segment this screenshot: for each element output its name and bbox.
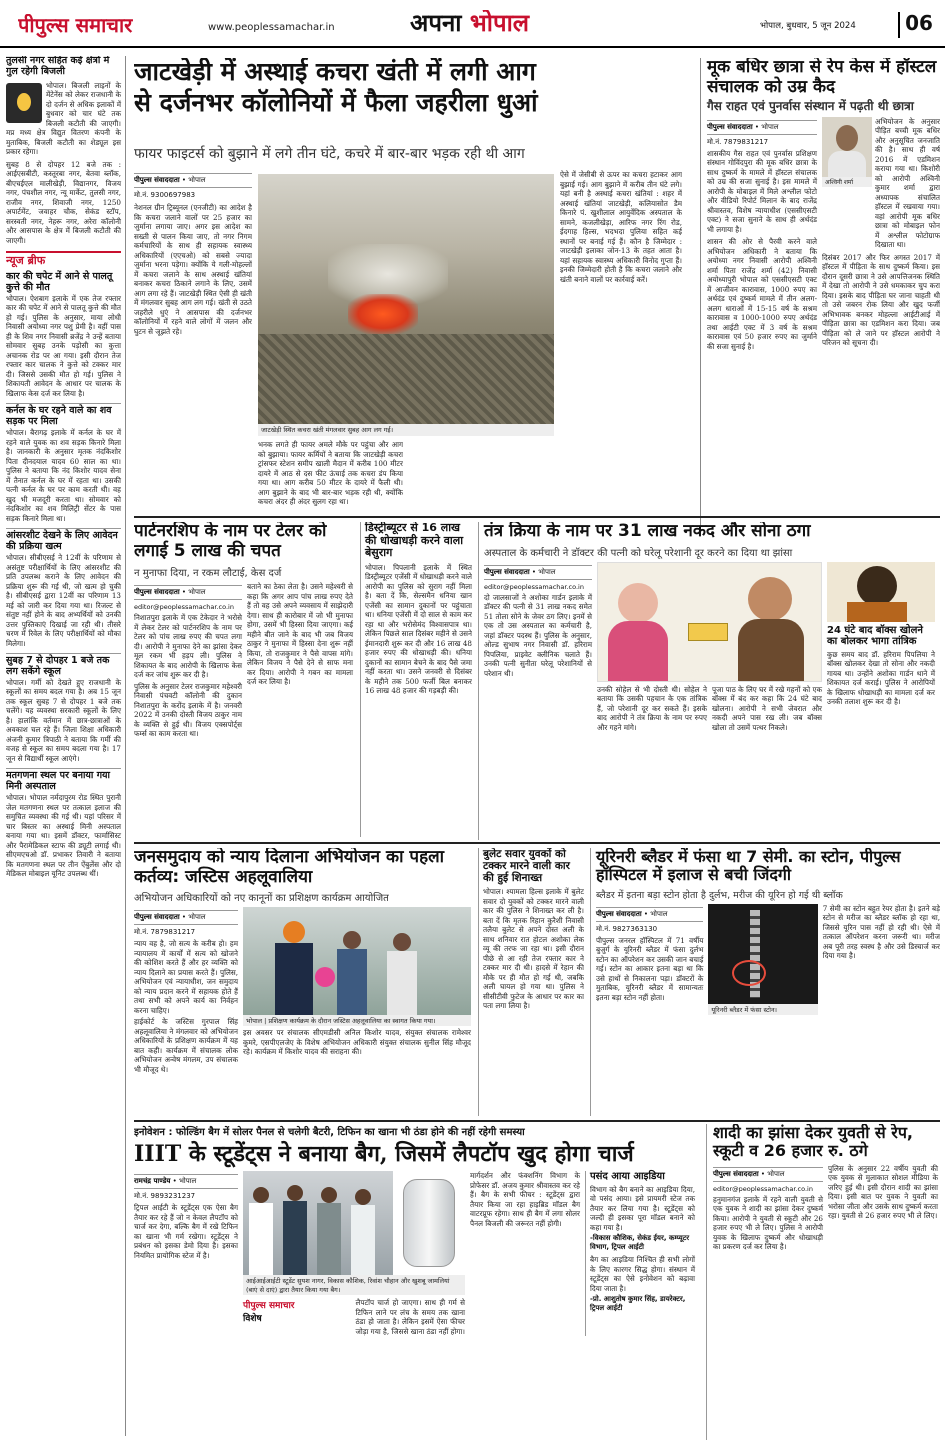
lead-byline: पीपुल्स संवाददाता • भोपाल: [134, 173, 252, 188]
justice-story: [134, 848, 472, 1116]
justice-text3: इस अवसर पर संचालक सीएमडीसी अनिल किशोर यादव, संयुक्त संचालक रामेश्वर कुमरे, एसपीएलजेए के विशेष अभियोजन अधिकारी संयुक्त संचालक सुनील सिंह मौजूद रहे। कार्यक्रम में किशोर यादव की सराहना की।: [243, 1028, 471, 1057]
right-top-byline: पीपुल्स संवाददाता • भोपाल: [707, 120, 817, 135]
justice-subhead: अभियोजन अधिकारियों को नए कानूनों का प्रशिक्षण कार्यक्रम आयोजित: [134, 893, 389, 905]
tantra-text1: दो जालसाजों ने अशोका गार्डन इलाके में डॉक्टर की पत्नी से 31 लाख नकद समेत 51 तोला सोने के जेवर ठग लिए। इनमें से एक तो उस अस्पताल का कर्मचारी है, जहां डॉक्टर पदस्थ हैं। पुलिस के अनुसार, ओल्ड सुभाष नगर निवासी डॉ. हरिराम पिपलिया, प्राइवेट क्लीनिक चलाते हैं। उनकी पत्नी सुनीता घरेलू परेशानियों से परेशान थी।: [484, 592, 592, 678]
tailor-text2: पुलिस के अनुसार टेलर राजकुमार महेश्वरी निवासी पंचवटी कॉलोनी की दुकान निशातपुरा के करोंद इलाके में है। जनवरी 2022 में उनकी दोस्ती विजय ठाकुर नाम के व्यक्ति से हुई थी। विजय एक्सपोर्ट्स फर्म्स का काम करता था।: [134, 681, 242, 739]
lead-photo-caption: जाटखेड़ी स्थित कचरा खंती मंगलवार सुबह आग लग गई।: [258, 424, 554, 436]
wedding-story: [706, 1124, 940, 1440]
brief5-title: मतगणना स्थल पर बनाया गया मिनी अस्पताल: [6, 768, 121, 793]
iiit-text1: ट्रिपल आईटी के स्टूडेंट्स एक ऐसा बैग तैयार कर रहे हैं जो न केवल लैपटॉप को चार्ज कर देगा, बल्कि बैग में रखे टिफिन का खाना भी गर्म रखेगा। स्टूडेंट्स ने प्रबंधन को इसका डेमो दिया है। इसका नियमित प्रायोगिक स्टेज में है।: [134, 1203, 238, 1260]
wedding-byline: पीपुल्स संवाददाता • भोपाल: [713, 1167, 823, 1182]
right-top-text1: शासकीय गैस राहत एवं पुनर्वास प्रशिक्षण संस्थान गोविंदपुरा की मूक बधिर छात्रा के साथ दुष्कर्म के मामले में हॉस्टल संचालक को उम्र की सजा सुनाई है। इस मामले में आरोपी के मोबाइल में मिले अश्लील फोटो और वीडियो रिपोर्ट मिलान के बाद राजेंद्र श्रीवास्तव, विशेष न्यायाधीश (एससीएसटी एक्ट) ने सजा सुनाने के साथ ही अर्थदंड भी लगाया है।: [707, 148, 817, 234]
lead-headline: [134, 58, 694, 142]
brief4-title: सुबह 7 से दोपहर 1 बजे तक लग सकेंगे स्कूल: [6, 653, 121, 678]
bullet-text: भोपाल। श्यामला हिल्स इलाके में बुलेट सवार दो युवकों को टक्कर मारने वाली कार की पुलिस ने शिनाख्त कर ली है। बता दें कि मृतक रिहान कुरैशी निवासी तलैया बुलेट से अपने दोस्त अली के साथ शनिवार रात होटल अशोका लेक व्यू की तरफ जा रहा था। इसी दौरान पीछे से आ रही तेज रफ्तार कार ने टक्कर मार दी थी। हादसे में रेहान की मौके पर ही मौत हो गई थी, जबकि अली घायल हो गया था। पुलिस ने सीसीटीवी फुटेज के आधार पर कार का पता लगा लिया है।: [483, 887, 584, 1011]
justice-text2: हाईकोर्ट के जस्टिस गुरपाल सिंह अहलूवालिया ने मंगलवार को अभियोजन अधिकारियों के प्रशिक्षण कार्यक्रम में यह बात कही। कार्यक्रम में संचालक लोक अभियोजन अन्वेष मंगलम, उप संचालक भी मौजूद थे।: [134, 1017, 238, 1074]
lead-col2-text: भनक लगते ही फायर अमले मौके पर पहुंचा और आग को बुझाया। फायर कर्मियों ने बताया कि जाटखेड़ी कचरा ट्रांसफर स्टेशन समीप खाली मैदान में करीब 100 मीटर दायरे में आठ से दस फीट ऊंचाई तक कचरा डंप किया गया था। आग करीब 50 मीटर के दायरे में फैली थी। आग बुझाने के बाद भी बार-बार भड़क रही थी, क्योंकि कचरा अंदर ही अंदर सुलग रहा था।: [258, 440, 403, 506]
paper-name: पीपुल्स समाचार: [18, 14, 133, 37]
justice-photo: [243, 907, 471, 1015]
right-top-story: [700, 58, 940, 528]
paper-tagline: [8, 4, 148, 14]
iiit-photo: [243, 1171, 465, 1275]
tantra-illustration: [597, 562, 822, 682]
backpack-icon: [393, 1171, 465, 1275]
right-top-mobile: मो.नं. 7879831217: [707, 137, 769, 146]
iiit-byline: रामचंद्र पाण्डेय • भोपाल: [134, 1174, 238, 1189]
wedding-headline: शादी का झांसा देकर युवती से रेप, स्कूटी व 26 हजार रु. ठगे: [713, 1124, 914, 1161]
brief-intro-title: तुलसी नगर सहित कई क्षेत्रों में गुल रहेगी बिजली: [6, 56, 110, 77]
lead-col1-text: नेशनल ग्रीन ट्रिब्यूनल (एनजीटी) का आदेश है कि कचरा जलाने वालों पर 25 हजार का जुर्माना लगाया जाए। अगर इस आदेश का सख्ती से पालन किया जाए, तो नगर निगम कर्मचारियों के साथ ही सहायक स्वास्थ्य अधिकारियों (एएचओ) को सबसे ज्यादा जुर्माना भरना पड़ेगा। क्योंकि ये गली-मोहल्लों में कचरा जलाने के साथ अस्थाई खंतियां बनाकर कचरा ठिकाने लगाने के लिए, उसमें आग लगा रहे हैं। जाटखेड़ी स्थित ऐसी ही खंती में मंगलवार सुबह आग लग गई। खंती से उठते जहरीले धुएं ने आसपास की दर्जनभर कॉलोनियों में रहने वाले लोगों में जलन और घुटन से जूझते रहे।: [134, 203, 252, 336]
accused-photo: [822, 117, 872, 177]
fire-icon: [348, 294, 418, 334]
page-number: 06: [898, 12, 938, 38]
justice-photo-caption: भोपाल | प्रशिक्षण कार्यक्रम के दौरान जस्टिस अहलूवालिया का स्वागत किया गया।: [243, 1015, 471, 1026]
brief1-title: कार की चपेट में आने से पालतू कुत्ते की मौत: [6, 270, 113, 293]
turban-shape: [283, 921, 305, 943]
tantra-text3: पूजा पाठ के लिए घर में रखे गहनों को एक बॉक्स में बंद कर कहा कि 24 घंटे बाद खोलना। आरोपी ने सभी जेवरात और नकदी अपने पास रख ली। जब बॉक्स खोला तो उसमें पत्थर निकले।: [712, 684, 822, 732]
divider: [134, 842, 940, 844]
justice-byline: पीपुल्स संवाददाता • भोपाल: [134, 910, 238, 925]
lead-headline-line1: जाटखेड़ी में अस्थाई कचरा खंती में लगी आग: [134, 58, 536, 86]
lead-col2: [258, 440, 403, 512]
tailor-subhead: न मुनाफा दिया, न रकम लौटाई, केस दर्ज: [134, 568, 282, 580]
justice-text1: न्याय वह है, जो सत्य के करीब हो। हम न्यायालय में कार्यों में सत्य को खोजने की कोशिश करते हैं और हर व्यक्ति को न्याय दिलाने का प्रयास करते हैं। पुलिस, अभियोजन एवं न्यायाधीश, जन समुदाय को न्याय प्रदान करने में सहायक होते हैं तथा सभी को अपने कार्य का निर्वहन करना चाहिए।: [134, 939, 238, 1015]
wedding-text1: हनुमानगंज इलाके में रहने वाली युवती से एक युवक ने शादी का झांसा देकर दुष्कर्म किया। आरोपी ने युवती से स्कूटी और 26 हजार रुपए भी ले लिए। पुलिस ने आरोपी युवक के खिलाफ दुष्कर्म और धोखाधड़ी का प्रकरण दर्ज कर लिया है।: [713, 1194, 823, 1252]
brief3-text: भोपाल। सीबीएसई ने 12वीं के परिणाम से असंतुष्ट परीक्षार्थियों के लिए आंसरशीट की प्रति उपलब्ध कराने के लिए आवेदन की प्रक्रिया शुरू की गई थी, जो खत्म हो चुकी है। सीबीएसई द्वारा 12वीं का परिणाम 13 मई को जारी कर दिया गया था। रिजल्ट से संतुष्ट नहीं होने के बाद अभ्यर्थियों को उनकी उत्तर पुस्तिकाएं दिखाई जा रही थी। तीसरे चरण में रिवेल के लिए परीक्षार्थियों को मौका मिलेगा।: [6, 553, 121, 648]
right-top-text4: दिसंबर 2017 और फिर अगस्त 2017 में हॉस्टल में पीड़िता के साथ दुष्कर्म किया। इस दौरान दूसरी छात्रा ने उसे आपत्तिजनक स्थिति में देखा तो आरोपी ने उसे धमकाकर चुप करा दिया। इसके बाद पीड़िता घर जाना चाहती थी तो उसे जबरन रोक लिया और खुद फर्जी अभिभावक बनकर मोहल्ला आईटीआई में पीड़िता छात्रा का एडमिशन करा दिया। जब पीड़िता को ले जाने पर हॉस्टल आरोपी ने परिजन को सूचना दी।: [822, 252, 940, 348]
news-brief-label: न्यूज ब्रीफ: [6, 251, 121, 268]
tantra-story: [478, 522, 940, 840]
tantra-sidebar-title: 24 घंटे बाद बॉक्स खोलने का बोलकर भागा तांत्रिक: [827, 624, 923, 648]
brief1-text: भोपाल। ऐशबाग इलाके में एक तेज रफ्तार कार की चपेट में आने से पालतू कुत्ते की मौत हो गई। पुलिस के अनुसार, माया लोधी निवासी अयोध्या नगर पशु प्रेमी है। वहीं पास ही के शिव नगर निवासी ब्रजेंद्र ने उन्हें बताया सोमवार सुबह उनके पड़ोसी का कुत्ता अचानक रोड पर आ गया। इसी दौरान तेज रफ्तार कार चालक ने कुत्ते को टक्कर मार दी। जिससे उसकी मौत हो गई। पुलिस ने शिकायती आवेदन के आधार पर चालक के खिलाफ केस दर्ज कर लिया है।: [6, 293, 121, 398]
bullet-story: [478, 848, 584, 1116]
justice-headline: जनसमुदाय को न्याय दिलाना अभियोजन का पहला कर्तव्य: जस्टिस अहलूवालिया: [134, 848, 445, 887]
tailor-email: editor@peoplessamachar.co.in: [134, 603, 234, 612]
tantra-byline: पीपुल्स संवाददाता • भोपाल: [484, 565, 592, 580]
lead-headline-line2: से दर्जनभर कॉलोनियों में फैला जहरीला धुआं: [134, 87, 538, 117]
masthead: [0, 0, 945, 48]
bullet-headline: बुलेट सवार युवकों को टक्कर मारने वाली कार की हुई शिनाख्त: [483, 848, 570, 885]
stone-text1: पीपुल्स जनरल हॉस्पिटल में 71 वर्षीय बुजुर्ग के यूरिनरी ब्लैडर में फंसा दुर्लभ स्टोन का ऑपरेशन कर उसकी जान बचाई गई। स्टोन का आकार इतना बड़ा था कि उसे हाथों से निकालना पड़ा। डॉक्टरों के मुताबिक, यूरिनरी ब्लैडर में सामान्यतः इतना बड़ा स्टोन नहीं होता।: [596, 935, 704, 1002]
right-top-headline: मूक बधिर छात्रा से रेप केस में हॉस्टल संचालक को उम्र कैद: [707, 58, 937, 97]
bouquet-icon: [315, 967, 335, 987]
tantra-headline: तंत्र क्रिया के नाम पर 31 लाख नकद और सोना ठगा: [484, 522, 811, 541]
tailor-headline: पार्टनरशिप के नाम पर टेलर को लगाई 5 लाख की चपत: [134, 522, 327, 561]
left-column: [6, 56, 126, 1436]
stone-mobile: मो.नं. 9827363130: [596, 924, 658, 933]
brief5-text: भोपाल। भोपाल नर्मदापुरम रोड स्थित पुरानी जेल मतगणना स्थल पर तत्काल इलाज की समुचित व्यवस्था की गई थी। यहां परिसर में चार बिस्तर का अस्थाई मिनी अस्पताल बनाया गया था। इसमें डॉक्टर, फार्मासिस्ट और पैरामेडिकल स्टाफ की ड्यूटी लगाई थी। सीएमएचओ डॉ. प्रभाकर तिवारी ने बताया कि मतगणना स्थल पर तीन ऐंबुलेंस और दो मेडिकल मोबाइल यूनिट उपलब्ध थीं।: [6, 793, 121, 879]
brief2-title: कर्नल के घर रहने वाले का शव सड़क पर मिला: [6, 403, 121, 428]
distributor-story: [360, 522, 472, 837]
iiit-mobile: मो.नं. 9893231237: [134, 1192, 196, 1201]
lead-photo: [258, 174, 554, 424]
stone-subhead: ब्लैडर में इतना बड़ा स्टोन होता है दुर्लभ, मरीज की यूरिन हो गई थी ब्लॉक: [596, 889, 843, 901]
lead-col3-text: ऐसे में जेसीबी से ऊपर का कचरा हटाकर आग बुझाई गई। आग बुझाने में करीब तीन घंटे लगे। यहां बनी है अस्थाई कचरा खंतियां : शहर में अस्थाई खंतियां जाटखेड़ी, कलियासोत डैम किनारे पं. खुशीलाल आयुर्वेदिक अस्पताल के सामने, कजलीखेड़ा, आरिफ नगर रिंग रोड, ईदगाह हिल्स, भदभदा पुलिया सहित कई स्थानों पर बनाई गई हैं। कौन है जिम्मेदार : जाटखेड़ी इलाका जोन-13 के तहत आता है। यहां सहायक स्वास्थ्य अधिकारी विनोद गुप्ता हैं। इनकी जिम्मेदारी होती है कि कचरा जलाने और खंती बनाने वालों पर कार्रवाई करें।: [560, 170, 682, 284]
stone-story: [590, 848, 940, 1116]
iiit-quote-author: -विकास कौशिक, सेकंड ईयर, कम्प्यूटर विभाग, ट्रिपल आईटी: [590, 1234, 690, 1252]
wedding-text2: पुलिस के अनुसार 22 वर्षीय युवती की एक युवक से मुलाकात सोशल मीडिया के जरिए हुई थी। इसी दौरान शादी का झांसा दिया। इसी बात पर युवक ने युवती का भरोसा जीता और उसके साथ दुष्कर्म करता रहा। युवती से 26 हजार रुपए भी ले लिए।: [828, 1163, 938, 1221]
stone-photo-caption: यूरिनरी ब्लैडर में फंसा स्टोन।: [708, 1004, 817, 1015]
distributor-headline: डिस्ट्रीब्यूटर से 16 लाख की धोखाधड़ी करने वाला बेसुराग: [365, 522, 464, 560]
stone-text2: 7 सेमी का स्टोन बहुत रेयर होता है। इतने बड़े स्टोन से मरीज का ब्लैडर ब्लॉक हो रहा था, जिससे यूरिन पास नहीं हो रही थी। ऐसे में तत्काल ऑपरेशन करना जरूरी था। मरीज अब पूरी तरह स्वस्थ है और उसे डिस्चार्ज कर दिया गया है।: [822, 903, 940, 961]
brief-intro-schedule: सुबह 8 से दोपहर 12 बजे तक : आईएसबीटी, कस्तूरबा नगर, बेतवा ब्लॉक, बीएचईएल मालीखेड़ी, विद्यानगर, विजय नगर, पंचशील नगर, न्यू मार्केट, तुलसी नगर, राजीव नगर, शिवाजी नगर, 1250 अपार्टमेंट, जवाहर चौक, सेकंड स्टॉप, सरस्वती नगर, नेहरू नगर, अरेरा कॉलोनी और आसपास के क्षेत्र में बिजली कटौती की जाएगी।: [6, 159, 121, 245]
jewelry-box-icon: [688, 623, 728, 641]
right-top-text2: शासन की ओर से पैरवी करने वाले अभियोजन अधिकारी ने बताया कि अयोध्या नगर निवासी आरोपी अश्विनी शर्मा पिता राजेंद्र शर्मा (42) निवासी अयोध्यापुरी भोपाल को एससीएसटी एक्ट में आजीवन कारावास, 1000 रुपए का अर्थदंड एवं दुष्कर्म मामले में तीन अलग-अलग धाराओं में 15-15 वर्ष के सश्रम कारावास व 1000-1000 रुपए अर्थदंड तथा आईटी एक्ट में 3 वर्ष के सश्रम कारावास एवं 50 हजार रुपए का जुर्माने की सजा सुनाई है।: [707, 237, 817, 351]
tantra-text2: उनकी सोहेल से भी दोस्ती थी। सोहेल ने बताया कि उसकी पहचान के एक तांत्रिक हैं, जो परेशानी दूर कर सकते हैं। इसके बाद आरोपी ने तंत्र क्रिया के नाम पर रुपए और गहने मांगे।: [597, 684, 707, 732]
tailor-text1: निशातपुरा इलाके में एक टेकेदार ने भरोसे में लेकर टेलर को पार्टनरशिप के नाम पर टेलर को पांच लाख रुपए की चपत लगा दी। आरोपी ने मुनाफा देने का झांसा देकर मूल रकम भी हड़प ली। पुलिस ने शिकायत के बाद आरोपी के खिलाफ केस दर्ज कर जांच शुरू कर दी है।: [134, 613, 242, 680]
iiit-sidebar-text2: बैग का आइडिया निश्चित ही सभी लोगों के लिए कारगर सिद्ध होगा। संस्थान में स्टूडेंट्स का ऐसे इनोवेशन को बढ़ावा दिया जाता है।: [590, 1255, 695, 1293]
stone-headline: यूरिनरी ब्लैडर में फंसा था 7 सेमी. का स्टोन, पीपुल्स हॉस्पिटल में इलाज से बची जिंदगी: [596, 848, 901, 885]
iiit-sidebar-title: पसंद आया आइडिया: [590, 1171, 665, 1183]
stone-byline: पीपुल्स संवाददाता • भोपाल: [596, 907, 703, 922]
iiit-kicker: इनोवेशन : फोल्डिंग बैग में सोलर पैनल से चलेगी बैटरी, टिफिन का खाना भी ठंडा होने की नहीं रहेगी समस्या: [134, 1127, 525, 1138]
accused-caption: अश्विनी शर्मा: [822, 177, 872, 187]
iiit-special-label: विशेष: [243, 1314, 262, 1325]
iiit-special-paper: पीपुल्स समाचार: [243, 1301, 295, 1312]
right-top-text3: अभियोजन के अनुसार पीड़ित बच्ची मूक बधिर और अनुसूचित जनजाति की है। साथ ही वर्ष 2016 में एडमिशन कराया गया था। किशोरी को आरोपी अश्विनी कुमार शर्मा द्वारा अध्यापक संचालित हॉस्टल में रखवाया गया। वहां आरोपी मूक बधिर छात्रा को मोबाइल फोन में अश्लील फोटोग्राफ दिखाता था।: [875, 116, 940, 250]
tailor-text3: बताने का ठेका लेता है। उसने महेश्वरी से कहा कि अगर आप पांच लाख रुपए देते हैं तो वह उसे अपने व्यवसाय में साझेदारी देगा। साथ ही कारोबार में जो भी मुनाफा होगा, उसमें भी हिस्सा दिया जाएगा। कई महीने बीत जाने के बाद भी जब विजय ठाकुर ने मुनाफा में हिस्सा देना शुरू नहीं किया, तो राजकुमार ने पैसे वापस मांगे। लेकिन विजय ने पैसे देने से साफ मना कर दिया। आरोपी ने गबन का मामला दर्ज कर लिया है।: [247, 582, 353, 687]
xray-image: [708, 904, 817, 1004]
iiit-text3: मार्गदर्शन और फंक्शनिंग विभाग के प्रोफेसर डॉ. अजय कुमार श्रीवास्तव कर रहे हैं। बैग के सभी फीचर : स्टूडेंट्स द्वारा तैयार किया जा रहा हाइब्रिड मॉडल बैग वाटरप्रूफ रहेगा। साथ ही बैग में लगा सोलर पैनल बिजली की जरूरत नहीं होगी।: [470, 1171, 580, 1228]
justice-mobile: मो.नं. 7879831217: [134, 928, 196, 937]
lead-subhead: फायर फाइटर्स को बुझाने में लगे तीन घंटे, कचरे में बार-बार भड़क रही थी आग: [134, 146, 525, 162]
iiit-text2: लैपटॉप चार्ज हो जाएगा। साथ ही गर्म से टिफिन लाने पर लंच के समय तक खाना ठंडा हो जाता है। लेकिन इसमें ऐसा फीचर जोड़ा गया है, जिससे खाना ठंडा नहीं होगा।: [355, 1298, 465, 1336]
iiit-sidebar-text: विभाग को बैग बनाने का आइडिया दिया, वो पसंद आया। इसे प्रायमरी स्टेज तक तैयार कर लिया गया है। स्टूडेंट्स को जल्दी ही इसका पूरा मॉडल बनाने को कहा गया है।: [590, 1184, 695, 1232]
brief2-text: भोपाल। बैरागढ़ इलाके में कर्नल के घर में रहने वाले युवक का शव सड़क किनारे मिला है। जानकारी के अनुसार मृतक नंदकिशोर पिता दीनदयाल यादव 60 साल का था। पुलिस ने बताया कि नंद किशोर यादव सेना में तैनात कर्नल के घर में रहता था। उसकी पत्नी कर्नल के घर पर काम करती थी। वह खुद भी मजदूरी करता था। सोमवार को नंदकिशोर का शव मिलिट्री सेंटर के पास सड़क किनारे मिला था।: [6, 428, 121, 523]
lead-col3: [560, 170, 682, 510]
lead-mobile: मो.नं. 9300697983: [134, 191, 196, 199]
brief3-title: आंसरशीट देखने के लिए आवेदन की प्रक्रिया खत्म: [6, 528, 121, 553]
dateline: भोपाल, बुधवार, 5 जून 2024: [760, 21, 856, 31]
brief-intro-text: भोपाल। बिजली लाइनों के मेंटेनेंस को लेकर राजधानी के दो दर्जन से अधिक इलाकों में बुधवार को चार घंटे तक बिजली कटौती की जाएगी। मप्र मध्य क्षेत्र विद्युत वितरण कंपनी के मुताबिक, बिजली कटौती का शेड्यूल इस प्रकार रहेगा।: [6, 80, 121, 157]
wedding-email: editor@peoplessamachar.co.in: [713, 1184, 813, 1193]
section-title: अपना भोपाल: [410, 10, 530, 37]
iiit-headline: IIIT के स्टूडेंट्स ने बनाया बैग, जिसमें लैपटॉप खुद होगा चार्ज: [134, 1141, 634, 1167]
tantra-email: editor@peoplessamachar.co.in: [484, 582, 584, 591]
iiit-quote-author2: -प्रो. आशुतोष कुमार सिंह, डायरेक्टर, ट्रिपल आईटी: [590, 1295, 686, 1313]
tantrik-illustration: [827, 562, 935, 622]
right-top-subhead: गैस राहत एवं पुनर्वास संस्थान में पढ़ती थी छात्रा: [707, 99, 914, 114]
lead-col1: [134, 170, 252, 510]
lead-col2b: [408, 440, 554, 512]
iiit-story: [134, 1124, 700, 1440]
tantra-text4: कुछ समय बाद डॉ. हरिराम पिपलिया ने बॉक्स खोलकर देखा तो सोना और नकदी गायब था। उन्होंने अशोका गार्डन थाने में शिकायत दर्ज कराई। पुलिस ने आरोपियों के खिलाफ धोखाधड़ी का मामला दर्ज कर उनकी तलाश शुरू कर दी है।: [827, 649, 935, 707]
iiit-photo-caption: आईआईआईटी स्टूडेंट सुयश नागर, विकास कौशिक, रिवांश चौहान और खुशबू जामलियां (बाएं से दाएं) द्वारा तैयार किया गया बैग।: [243, 1275, 465, 1295]
tailor-story: [134, 522, 354, 837]
tailor-byline: पीपुल्स संवाददाता • भोपाल: [134, 585, 242, 600]
garbage-shape: [258, 334, 554, 424]
tantra-subhead: अस्पताल के कर्मचारी ने डॉक्टर की पत्नी को घरेलू परेशानी दूर करने का दिया था झांसा: [484, 547, 793, 559]
distributor-text: भोपाल। पिपलानी इलाके में स्थित डिस्ट्रीब्यूटर एजेंसी में धोखाधड़ी करने वाले आरोपी का पुलिस को सुराग नहीं मिला है। बता दें कि, सेल्समैन धनिया खान एजेंसी का सामान दुकानों पर पहुंचाता था। धनिया एजेंसी में दो साल से काम कर रहा था और भरोसेमंद विश्वासपात्र था। लेकिन पिछले साल दिसंबर महीने से उसने ईमानदारी शुरू कर दी और 16 लाख 48 हजार रुपए की धोखाधड़ी की। धनिया दुकानों का सामान बेचने के बाद पैसे जमा नहीं करता था। उसने जनवरी से दिसंबर के महीने तक 500 फर्जी बिल बनाकर 16 लाख 48 हजार की गड़बड़ी की।: [365, 562, 472, 696]
stone-marker-icon: [732, 960, 766, 986]
divider: [134, 516, 940, 518]
brief4-text: भोपाल। गर्मी को देखते हुए राजधानी के स्कूलों का समय बदल गया है। अब 15 जून तक स्कूल सुबह 7 से दोपहर 1 बजे तक चलेंगे। यह व्यवस्था सरकारी स्कूलों के लिए है। हालांकि वर्तमान में छात्र-छात्राओं के अवकाश चल रहे हैं। जिला शिक्षा अधिकारी अंजनी कुमार त्रिपाठी ने बताया कि गर्मी की वजह से स्कूल का समय बदला गया है। 17 जून से विद्यार्थी स्कूल आएंगे।: [6, 677, 121, 763]
bulb-icon: [6, 83, 42, 123]
divider: [134, 1120, 940, 1122]
website: www.peoplessamachar.in: [208, 22, 335, 33]
